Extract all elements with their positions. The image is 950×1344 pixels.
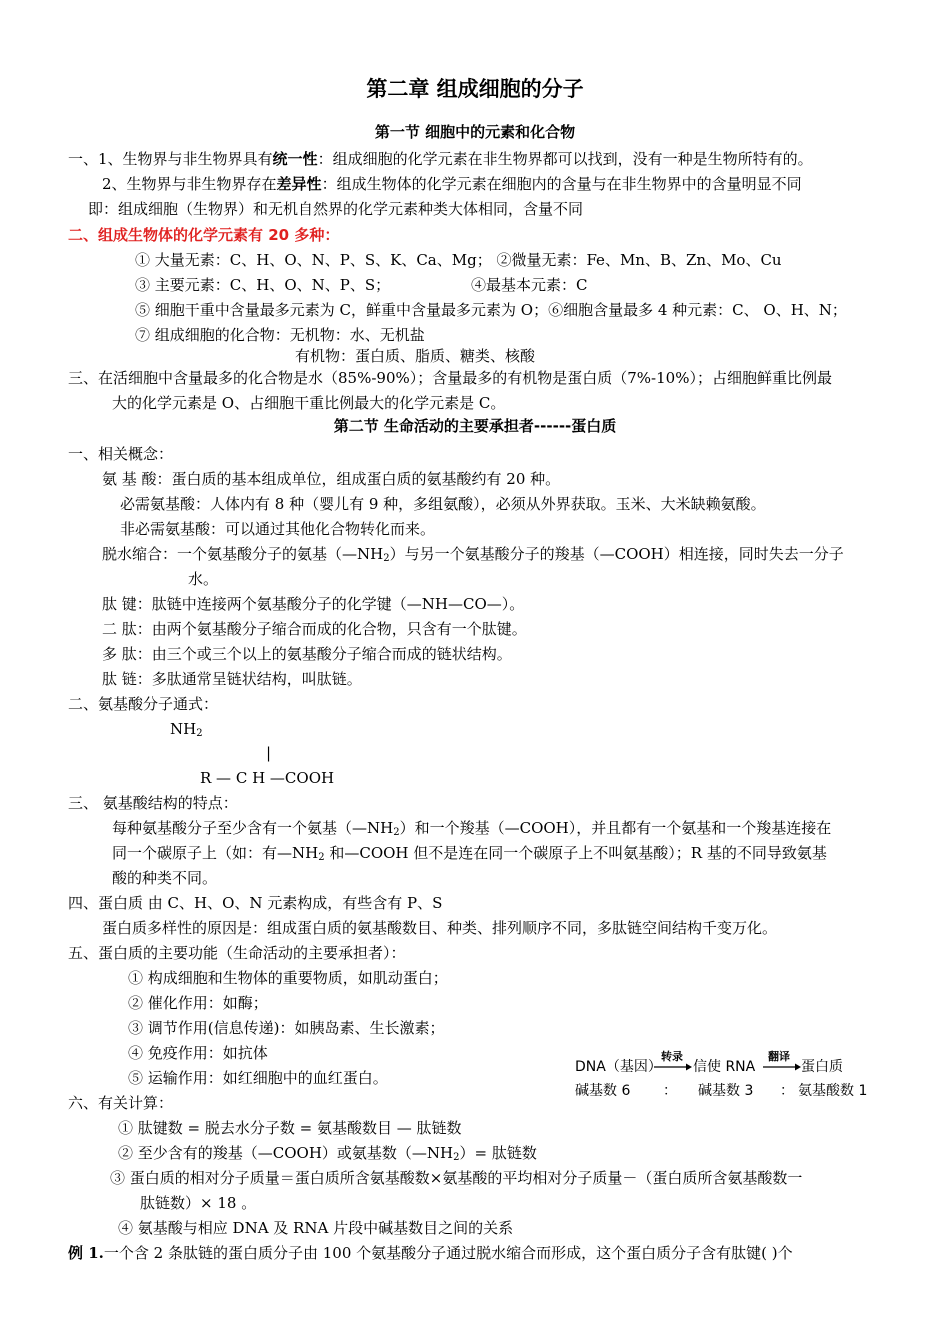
- s2-diversity: 蛋白质多样性的原因是：组成蛋白质的氨基酸数目、种类、排列顺序不同，多肽链空间结构千变万化。: [102, 919, 778, 937]
- s2-concept-peptide-chain: 肽 链：多肽通常呈链状结构，叫肽链。: [102, 670, 362, 688]
- s1-para-3a: 三、在活细胞中含量最多的化合物是水（85%-90%）；含量最多的有机物是蛋白质（7%-10%）；占细胞鲜重比例最: [68, 369, 832, 387]
- s2-heading-5: 五、蛋白质的主要功能（生命活动的主要承担者）：: [68, 944, 406, 962]
- s2-function-1: ① 构成细胞和生物体的重要物质，如肌动蛋白；: [128, 969, 448, 987]
- s2-concept-condensation: 脱水缩合：一个氨基酸分子的氨基$(—NH_2)$与另一个氨基酸分子的羧基（—COOH）相连接，同时失去一分子: [102, 545, 844, 564]
- section1-title: 第一节 细胞中的元素和化合物: [374, 123, 576, 141]
- s2-feature-3: 酸的种类不同。: [112, 869, 218, 887]
- s2-concept-peptide-bond: 肽 键：肽链中连接两个氨基酸分子的化学键（—NH—CO—）。: [102, 595, 525, 613]
- s2-calc-2: ② 至少含有的羧基（—COOH）或氨基数$(—NH_2)=$ 肽链数: [118, 1144, 537, 1163]
- diagram-bases-6: 碱基数 6: [575, 1083, 631, 1099]
- s1-heading-elements: 二、组成生物体的化学元素有 20 多种：: [68, 226, 340, 244]
- s2-heading-1: 一、相关概念：: [68, 445, 174, 463]
- s1-para-unity: 一、1、生物界与非生物界具有统一性：组成细胞的化学元素在非生物界都可以找到，没有一种是生物所特有的。: [68, 150, 813, 168]
- s2-concept-dipeptide: 二 肽：由两个氨基酸分子缩合而成的化合物，只含有一个肽键。: [102, 620, 527, 638]
- s2-feature-1: 每种氨基酸分子至少含有一个氨基$(—NH_2)$和一个羧基（—COOH），并且都有一个氨基和一个羧基连接在: [112, 819, 832, 838]
- s2-concept-condensation-end: 水。: [188, 570, 219, 588]
- diagram-mrna: 信使 RNA: [693, 1059, 756, 1075]
- s2-function-3: ③ 调节作用(信息传递)：如胰岛素、生长激素；: [128, 1019, 445, 1037]
- s1-elements-2: ③ 主要元素：C、H、O、N、P、S；: [135, 276, 391, 294]
- s2-concept-polypeptide: 多 肽：由三个或三个以上的氨基酸分子缩合而成的链状结构。: [102, 645, 512, 663]
- s2-function-4: ④ 免疫作用：如抗体: [128, 1044, 268, 1062]
- diagram-translate-label: 翻译: [768, 1050, 790, 1063]
- diagram-ratio-colon-2: ：: [780, 1083, 794, 1099]
- diagram-transcribe-label: 转录: [661, 1050, 683, 1063]
- s2-feature-2: 同一个碳原子上（如：有$—NH_2$ 和—COOH 但不是连在同一个碳原子上不叫氨基酸）；R 基的不同导致氨基: [112, 844, 827, 863]
- s1-elements-1: ① 大量无素：C、H、O、N、P、S、K、Ca、Mg； ②微量无素：Fe、Mn、B、Zn、Mo、Cu: [135, 251, 782, 269]
- diagram-bases-3: 碱基数 3: [698, 1083, 754, 1099]
- s1-para-3b: 大的化学元素是 O、占细胞干重比例最大的化学元素是 C。: [112, 394, 506, 412]
- s2-calc-1: ① 肽键数 = 脱去水分子数 = 氨基酸数目 — 肽链数: [118, 1119, 462, 1137]
- arrow-right-icon: [654, 1063, 692, 1071]
- diagram-amino-1: 氨基酸数 1: [798, 1083, 868, 1099]
- arrow-right-icon: [763, 1063, 801, 1071]
- formula-main: R — C H —COOH: [200, 769, 335, 787]
- s2-heading-2: 二、氨基酸分子通式：: [68, 695, 219, 713]
- diagram-dna: DNA（基因）: [575, 1059, 662, 1075]
- s1-elements-3: ⑤ 细胞干重中含量最多元素为 C，鲜重中含量最多元素为 O；⑥细胞含量最多 4 种元素：C、 O、H、N；: [135, 301, 847, 319]
- s1-elements-4: ⑦ 组成细胞的化合物：无机物：水、无机盐: [135, 326, 425, 344]
- s2-calc-4: ④ 氨基酸与相应 DNA 及 RNA 片段中碱基数目之间的关系: [118, 1219, 514, 1237]
- example-1: 例 1.一个含 2 条肽链的蛋白质分子由 100 个氨基酸分子通过脱水缩合而形成，这个蛋白质分子含有肽键( )个: [68, 1244, 793, 1262]
- s2-concept-amino: 氨 基 酸：蛋白质的基本组成单位，组成蛋白质的氨基酸约有 20 种。: [102, 470, 561, 488]
- s2-heading-6: 六、有关计算：: [68, 1094, 174, 1112]
- s1-para-summary: 即：组成细胞（生物界）和无机自然界的化学元素种类大体相同，含量不同: [88, 200, 584, 218]
- s2-concept-essential: 必需氨基酸：人体内有 8 种（婴儿有 9 种，多组氨酸），必须从外界获取。玉米、大米缺赖氨酸。: [120, 495, 766, 513]
- s1-elements-5: 有机物：蛋白质、脂质、糖类、核酸: [295, 347, 536, 365]
- s2-calc-3b: 肽链数）× 18 。: [140, 1194, 257, 1212]
- diagram-protein: 蛋白质: [801, 1059, 843, 1075]
- s2-function-2: ② 催化作用：如酶；: [128, 994, 268, 1012]
- page-title: 第二章 组成细胞的分子: [366, 77, 584, 101]
- formula-bond: |: [266, 744, 272, 762]
- s1-para-difference: 2、生物界与非生物界存在差异性：组成生物体的化学元素在细胞内的含量与在非生物界中的含量明显不同: [102, 175, 802, 193]
- dna-rna-protein-diagram: [575, 1048, 885, 1100]
- formula-nh2: $NH_2$: [170, 720, 203, 739]
- s2-function-5: ⑤ 运输作用：如红细胞中的血红蛋白。: [128, 1069, 388, 1087]
- s1-elements-2b: ④最基本元素：C: [471, 276, 588, 294]
- diagram-ratio-colon-1: ：: [663, 1083, 677, 1099]
- section2-title: 第二节 生命活动的主要承担者------蛋白质: [333, 417, 617, 435]
- s2-calc-3: ③ 蛋白质的相对分子质量＝蛋白质所含氨基酸数×氨基酸的平均相对分子质量－（蛋白质所含氨基酸数一: [110, 1169, 803, 1187]
- s2-heading-4: 四、蛋白质 由 C、H、O、N 元素构成，有些含有 P、S: [68, 894, 443, 912]
- s2-concept-nonessential: 非必需氨基酸：可以通过其他化合物转化而来。: [120, 520, 436, 538]
- s2-heading-3: 三、 氨基酸结构的特点：: [68, 794, 238, 812]
